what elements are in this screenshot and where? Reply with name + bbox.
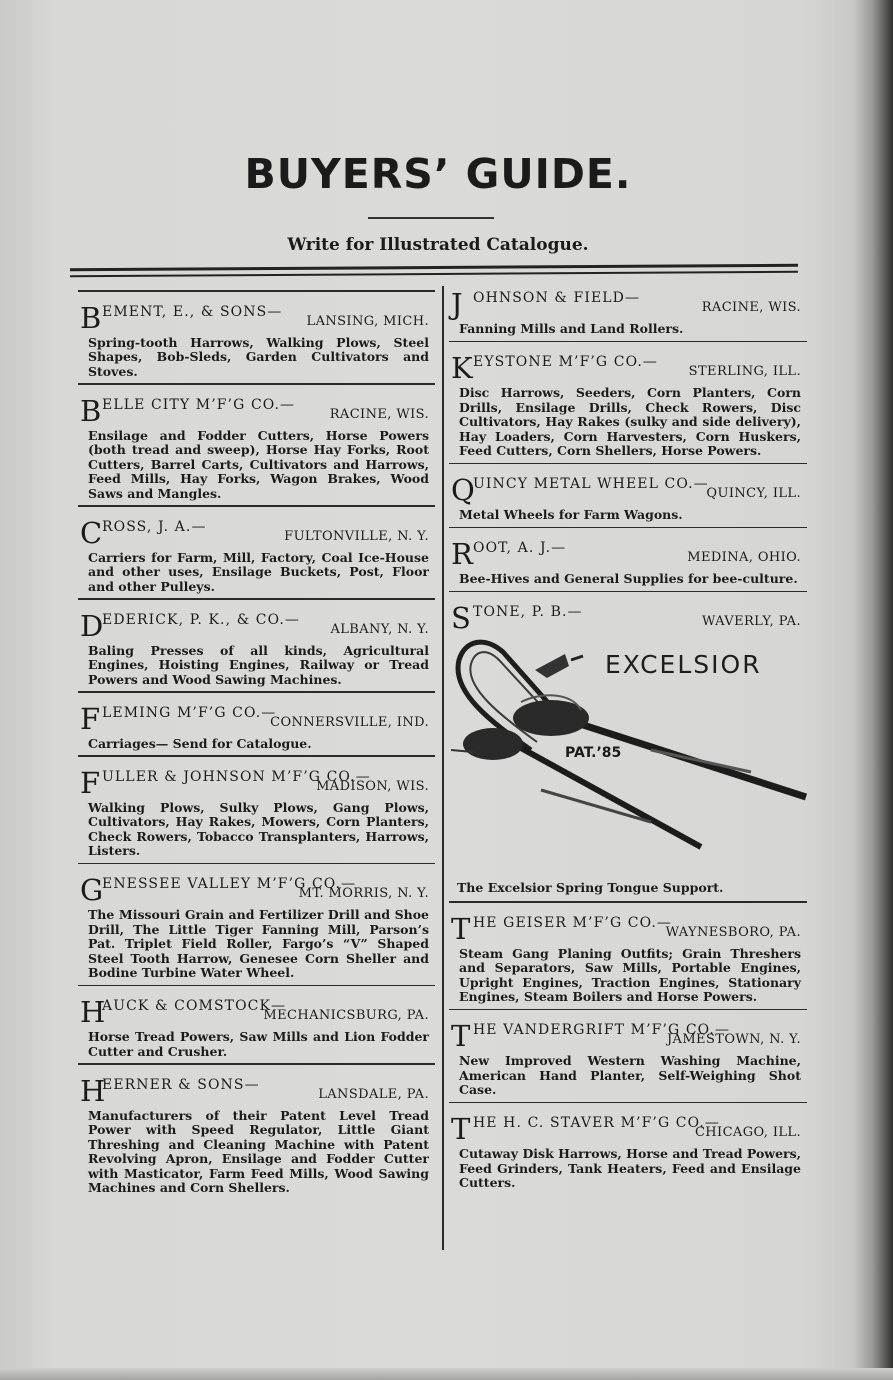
listing-entry (80, 391, 435, 502)
company-products: The Missouri Grain and Fertilizer Drill and Shoe Drill, The Little Tiger Fanning Mill, Parson’s Pat. Triplet Field Roller, Fargo’s “V” Shaped Steel Tooth Harrow, Genesee Corn Sheller and Bodine Turbine Water Wheel. (88, 907, 429, 980)
entry-rule (449, 1009, 807, 1011)
entry-rule (449, 341, 807, 343)
drop-initial: F (80, 765, 101, 800)
illustration-caption: The Excelsior Spring Tongue Support. (457, 880, 724, 895)
company-name: ELLE CITY M’F’G CO.— (102, 396, 296, 413)
company-location: ALBANY, N. Y. (330, 621, 429, 637)
listing-name (80, 699, 435, 736)
listing-entry (451, 598, 807, 635)
page-bottom-edge (0, 1368, 893, 1380)
entry-rule (78, 290, 435, 292)
company-name: HE GEISER M’F’G CO.— (473, 914, 673, 931)
listing-name (451, 348, 807, 385)
company-location: JAMESTOWN, N. Y. (666, 1032, 801, 1047)
entry-rule (78, 505, 435, 507)
company-location: CONNERSVILLE, IND. (270, 714, 429, 730)
company-products: New Improved Western Washing Machine, American Hand Planter, Self-Weighing Shot Case. (459, 1053, 801, 1097)
listing-entry (451, 470, 807, 523)
drop-initial: R (451, 537, 473, 571)
entry-rule (449, 1102, 807, 1104)
right-column (451, 284, 807, 1195)
company-products: Carriages— Send for Catalogue. (88, 735, 312, 751)
book-spine-edge (855, 0, 893, 1380)
company-products: Metal Wheels for Farm Wagons. (459, 507, 683, 522)
entry-rule (449, 591, 807, 593)
listing-name (451, 1016, 807, 1053)
company-name: EDERICK, P. K., & CO.— (102, 611, 301, 628)
company-name: EMENT, E., & SONS— (102, 303, 283, 320)
listing-name (80, 763, 435, 800)
entry-rule (78, 598, 435, 600)
company-products: Spring-tooth Harrows, Walking Plows, Steel Shapes, Bob-Sleds, Garden Cultivators and Stoves. (88, 334, 429, 379)
company-products: Steam Gang Planing Outfits; Grain Threshers and Separators, Saw Mills, Portable Engines, Upright Engines, Traction Engines, Stationary Engines, Steam Boilers and Horse Powers. (459, 945, 801, 1004)
drop-initial: K (451, 351, 473, 385)
company-name: ENESSEE VALLEY M’F’G CO.— (102, 876, 357, 892)
company-location: MECHANICSBURG, PA. (263, 1008, 429, 1023)
listing-name (451, 284, 807, 321)
company-name: OOT, A. J.— (473, 540, 567, 556)
company-products: Disc Harrows, Seeders, Corn Planters, Corn Drills, Ensilage Drills, Check Rowers, Disc Cultivators, Hay Rakes (sulky and side delivery), Hay Loaders, Corn Harvesters, Corn Huskers, Feed Cutters, Corn Shellers, Horse Powers. (459, 385, 801, 458)
drop-initial: T (451, 1019, 471, 1053)
company-name: EYSTONE M’F’G CO.— (473, 354, 658, 370)
company-location: RACINE, WIS. (329, 406, 429, 422)
listing-name (451, 534, 807, 571)
patent-mark: PAT.’85 (565, 745, 622, 761)
company-location: MADISON, WIS. (316, 778, 429, 794)
entry-rule (449, 463, 807, 465)
column-divider (442, 286, 444, 1250)
company-products: Horse Tread Powers, Saw Mills and Lion Fodder Cutter and Crusher. (88, 1029, 429, 1059)
listing-entry (451, 284, 807, 337)
company-location: RACINE, WIS. (701, 300, 801, 315)
company-location: MEDINA, OHIO. (687, 550, 801, 565)
company-location: STERLING, ILL. (688, 364, 801, 379)
left-column (80, 290, 435, 1200)
company-name: ULLER & JOHNSON M’F’G CO.— (102, 768, 371, 785)
drop-initial: B (80, 393, 102, 428)
drop-initial: T (451, 911, 471, 946)
listing-name (451, 909, 807, 946)
listing-name (80, 391, 435, 428)
page-subtitle: Write for Illustrated Catalogue. (287, 235, 589, 255)
drop-initial: Q (451, 473, 475, 507)
company-name: HE VANDERGRIFT M’F’G CO.— (473, 1022, 731, 1038)
excelsior-wordmark: EXCELSIOR (605, 650, 762, 679)
drop-initial: H (80, 995, 106, 1029)
company-products: Cutaway Disk Harrows, Horse and Tread Powers, Feed Grinders, Tank Heaters, Feed and Ensilage Cutters. (459, 1146, 801, 1190)
company-location: LANSING, MICH. (306, 313, 429, 329)
listing-entry (80, 870, 435, 981)
company-location: FULTONVILLE, N. Y. (284, 528, 429, 544)
listing-name (80, 1071, 435, 1108)
listing-entry (451, 1016, 807, 1098)
drop-initial: S (451, 601, 471, 635)
company-products: Baling Presses of all kinds, Agricultural Engines, Hoisting Engines, Railway or Tread Powers and Wood Sawing Machines. (88, 642, 429, 687)
listing-entry (451, 909, 807, 1005)
listing-entry (451, 1109, 807, 1191)
company-name: EERNER & SONS— (102, 1076, 260, 1093)
title-underline (368, 217, 494, 219)
listing-name (80, 298, 435, 335)
entry-rule (78, 985, 435, 987)
drop-initial: D (80, 608, 104, 643)
entry-rule (449, 901, 807, 903)
company-name: AUCK & COMSTOCK— (102, 998, 287, 1014)
company-location: WAYNESBORO, PA. (665, 924, 801, 940)
company-products: Fanning Mills and Land Rollers. (459, 321, 684, 336)
listing-name (451, 470, 807, 507)
listing-name (80, 606, 435, 643)
drop-initial: H (80, 1073, 106, 1108)
listing-name (451, 598, 807, 635)
listing-name (451, 1109, 807, 1146)
listing-entry (80, 298, 435, 380)
drop-initial: C (80, 515, 103, 550)
listing-entry (80, 1071, 435, 1196)
entry-rule (78, 863, 435, 865)
company-location: WAVERLY, PA. (702, 614, 801, 629)
entry-rule (78, 1063, 435, 1065)
entry-rule (78, 691, 435, 693)
company-name: LEMING M’F’G CO.— (102, 704, 277, 721)
drop-initial: G (80, 873, 104, 907)
listing-name (80, 870, 435, 907)
company-products: Manufacturers of their Patent Level Tread Power with Speed Regulator, Little Giant Threshing and Cleaning Machine with Patent Revolving Apron, Ensilage and Fodder Cutter with Masticator, Farm Feed Mills, Wood Sawing Machines and Corn Shellers. (88, 1107, 429, 1195)
entry-rule (78, 383, 435, 385)
listing-entry (80, 763, 435, 859)
drop-initial: T (451, 1112, 471, 1146)
listing-entry (80, 699, 435, 752)
listing-entry (80, 992, 435, 1059)
drop-initial: F (80, 701, 101, 736)
company-products: Walking Plows, Sulky Plows, Gang Plows, Cultivators, Hay Rakes, Mowers, Corn Planters, Check Rowers, Tobacco Transplanters, Harrows, Listers. (88, 799, 429, 858)
listing-entry (451, 348, 807, 459)
listing-name (80, 513, 435, 550)
company-name: UINCY METAL WHEEL CO.— (473, 476, 709, 492)
listing-entry (80, 513, 435, 595)
entry-rule (449, 527, 807, 529)
company-name: HE H. C. STAVER M’F’G CO.— (473, 1115, 721, 1131)
company-location: CHICAGO, ILL. (694, 1125, 801, 1140)
page-title: BUYERS’ GUIDE. (244, 150, 632, 198)
company-name: ROSS, J. A.— (102, 518, 207, 535)
company-products: Bee-Hives and General Supplies for bee-culture. (459, 571, 798, 586)
listing-name (80, 992, 435, 1029)
company-location: QUINCY, ILL. (706, 486, 801, 501)
listing-entry (451, 534, 807, 587)
company-products: Ensilage and Fodder Cutters, Horse Powers (both tread and sweep), Horse Hay Forks, Root Cutters, Barrel Carts, Cultivators and Harrows, Feed Mills, Hay Forks, Wagon Brakes, Wood Saws and Mangles. (88, 427, 429, 501)
listing-entry (80, 606, 435, 688)
company-name: OHNSON & FIELD— (473, 290, 641, 306)
drop-initial: J (451, 287, 463, 321)
company-name: TONE, P. B.— (473, 604, 583, 620)
drop-initial: B (80, 300, 102, 335)
company-location: MT. MORRIS, N. Y. (298, 886, 429, 901)
entry-rule (78, 755, 435, 757)
company-products: Carriers for Farm, Mill, Factory, Coal Ice-House and other uses, Ensilage Buckets, Post, Floor and other Pulleys. (88, 549, 429, 594)
excelsior-illustration (451, 632, 807, 880)
company-location: LANSDALE, PA. (318, 1086, 429, 1102)
